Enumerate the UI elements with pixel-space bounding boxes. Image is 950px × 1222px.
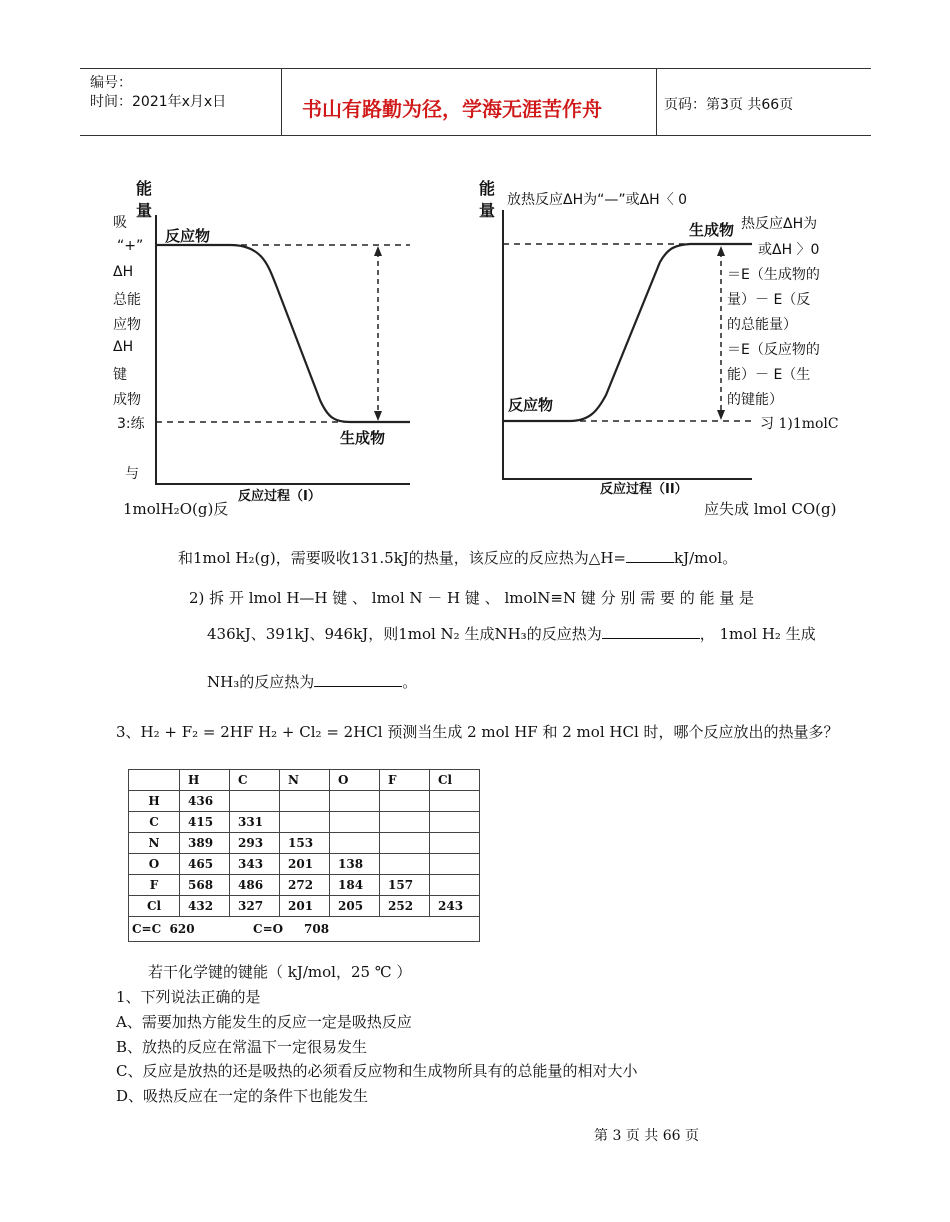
table-cell: 568: [180, 875, 230, 896]
right-arrow-head-up: [717, 246, 725, 256]
side-text-line: 的总能量）: [727, 317, 797, 333]
right-x-axis-label: 反应过程（II）: [600, 482, 688, 497]
side-text-line: “+”: [117, 238, 144, 254]
table-cell: 432: [180, 896, 230, 917]
table-cell: 201: [280, 896, 330, 917]
option-c[interactable]: C、反应是放热的还是吸热的必须看反应物和生成物所具有的总能量的相对大小: [116, 1062, 638, 1080]
table-cell: 157: [380, 875, 430, 896]
table-cell: 415: [180, 812, 230, 833]
left-bottom-text: 1molH₂O(g)反: [123, 500, 229, 518]
table-cell: 201: [280, 854, 330, 875]
table-cell: C: [230, 770, 280, 791]
table-cell: 331: [230, 812, 280, 833]
table-cell: [380, 791, 430, 812]
diagram-right: [503, 210, 752, 480]
table-cell: O: [330, 770, 380, 791]
table-cell: [230, 791, 280, 812]
table-cell: C: [129, 812, 180, 833]
table-row: [129, 812, 480, 833]
question-1-line: [178, 547, 737, 568]
answer-blank[interactable]: [602, 624, 700, 639]
table-cell: [430, 833, 480, 854]
left-y-axis-label: 能量: [136, 179, 153, 220]
table-cell: N: [129, 833, 180, 854]
right-y-axis-label: 能量: [479, 179, 496, 220]
question-2-text-cont: ， 1mol H₂ 生成: [699, 625, 816, 643]
side-text-line: 3:练: [117, 416, 145, 432]
option-b[interactable]: B、放热的反应在常温下一定很易发生: [116, 1038, 368, 1056]
table-caption: 若干化学键的键能（ kJ/mol，25 ℃ ）: [148, 963, 412, 981]
table-cell: [330, 791, 380, 812]
side-text-line: 应物: [113, 317, 141, 333]
left-arrow-head-up: [374, 246, 382, 256]
table-row: [129, 896, 480, 917]
table-cell: H: [180, 770, 230, 791]
table-cell: [330, 833, 380, 854]
page-label: 页码：第3页 共66页: [664, 97, 794, 113]
table-cell: [280, 791, 330, 812]
energy-diagrams: [0, 0, 950, 520]
right-bottom-text: 应失成 lmol CO(g): [704, 500, 837, 518]
table-cell: 293: [230, 833, 280, 854]
side-text-line: 总能: [113, 292, 141, 308]
question-2-line-1: 2) 拆 开 lmol H—H 键 、 lmol N － H 键 、 lmolN≡N 键 分 别 需 要 的 能 量 是: [189, 589, 755, 607]
table-cell: [430, 791, 480, 812]
question-1-unit: kJ/mol。: [674, 549, 738, 567]
side-text-line: 键: [113, 367, 127, 383]
option-a[interactable]: A、需要加热方能发生的反应一定是吸热反应: [116, 1013, 412, 1031]
answer-blank[interactable]: [314, 672, 402, 687]
question-2-end: 。: [402, 673, 418, 691]
question-stem: 1、下列说法正确的是: [116, 988, 261, 1006]
side-text-line: 吸: [113, 215, 127, 231]
question-2-line-2: [207, 623, 816, 644]
right-arrow-head-down: [717, 410, 725, 420]
side-text-line: 成物: [113, 392, 141, 408]
left-product-label: 生成物: [340, 429, 386, 447]
left-arrow-head-down: [374, 411, 382, 421]
table-header-row: [129, 770, 480, 791]
table-cell: O: [129, 854, 180, 875]
table-cell: 153: [280, 833, 330, 854]
table-row: [129, 791, 480, 812]
table-cell: Cl: [129, 896, 180, 917]
left-reactant-label: 反应物: [165, 227, 211, 245]
table-cell: 272: [280, 875, 330, 896]
right-product-label: 生成物: [689, 221, 735, 239]
side-text-line: 能）－ E（生: [727, 367, 811, 383]
question-2-text: 436kJ、391kJ、946kJ，则1mol N₂ 生成NH₃的反应热为: [207, 625, 602, 643]
side-text-line: 量）－ E（反: [727, 292, 811, 308]
side-text-line: 或ΔH 〉0: [758, 242, 820, 258]
side-text-line: 习 1)1molC: [760, 416, 839, 432]
number-label: 编号：: [90, 75, 132, 91]
table-cell: 486: [230, 875, 280, 896]
side-text-line: 热反应ΔH为: [741, 216, 818, 232]
table-cell: [129, 770, 180, 791]
table-cell: 205: [330, 896, 380, 917]
table-cell: 138: [330, 854, 380, 875]
time-label: 时间：2021年x月x日: [90, 94, 227, 110]
table-cell: [280, 812, 330, 833]
table-cell: [430, 875, 480, 896]
motto: 书山有路勤为径，学海无涯苦作舟: [302, 97, 602, 121]
table-cell: 184: [330, 875, 380, 896]
option-d[interactable]: D、吸热反应在一定的条件下也能发生: [116, 1087, 369, 1105]
table-cell: 252: [380, 896, 430, 917]
side-text-line: 放热反应ΔH为“—”或ΔH〈 0: [507, 192, 688, 208]
table-cell: H: [129, 791, 180, 812]
table-cell: [330, 812, 380, 833]
table-cell: 327: [230, 896, 280, 917]
side-text-line: 与: [125, 466, 139, 482]
table-cell: 436: [180, 791, 230, 812]
question-1-text: 和1mol H₂(g)，需要吸收131.5kJ的热量，该反应的反应热为△H=: [178, 549, 626, 567]
side-text-line: ΔH: [113, 264, 134, 280]
table-row: [129, 833, 480, 854]
table-footer-row: [129, 917, 480, 942]
table-cell: 465: [180, 854, 230, 875]
side-text-line: ＝E（生成物的: [727, 267, 820, 283]
question-2-line-3: [207, 671, 417, 692]
table-cell: F: [380, 770, 430, 791]
table-cell: [380, 854, 430, 875]
table-cell: [430, 854, 480, 875]
left-x-axis-label: 反应过程（I）: [238, 489, 321, 504]
table-cell: [380, 833, 430, 854]
side-text-line: ΔH: [113, 339, 134, 355]
table-cell: [430, 812, 480, 833]
answer-blank[interactable]: [626, 548, 674, 563]
table-row: [129, 875, 480, 896]
right-reactant-label: 反应物: [508, 396, 554, 414]
question-3: 3、H₂ + F₂ = 2HF H₂ + Cl₂ = 2HCl 预测当生成 2 mol HF 和 2 mol HCl 时，哪个反应放出的热量多？: [116, 723, 839, 741]
table-footer: C=C 620 C=O 708: [129, 917, 480, 942]
table-cell: 343: [230, 854, 280, 875]
side-text-line: ＝E（反应物的: [727, 342, 820, 358]
table-cell: [380, 812, 430, 833]
table-cell: N: [280, 770, 330, 791]
question-2-nh3-text: NH₃的反应热为: [207, 673, 315, 691]
left-energy-curve: [156, 245, 410, 422]
table-cell: 243: [430, 896, 480, 917]
page-footer: 第 3 页 共 66 页: [594, 1128, 699, 1144]
table-cell: 389: [180, 833, 230, 854]
table-row: [129, 854, 480, 875]
table-cell: Cl: [430, 770, 480, 791]
bond-energy-table: [128, 769, 480, 942]
side-text-line: 的键能）: [727, 392, 783, 408]
table-cell: F: [129, 875, 180, 896]
